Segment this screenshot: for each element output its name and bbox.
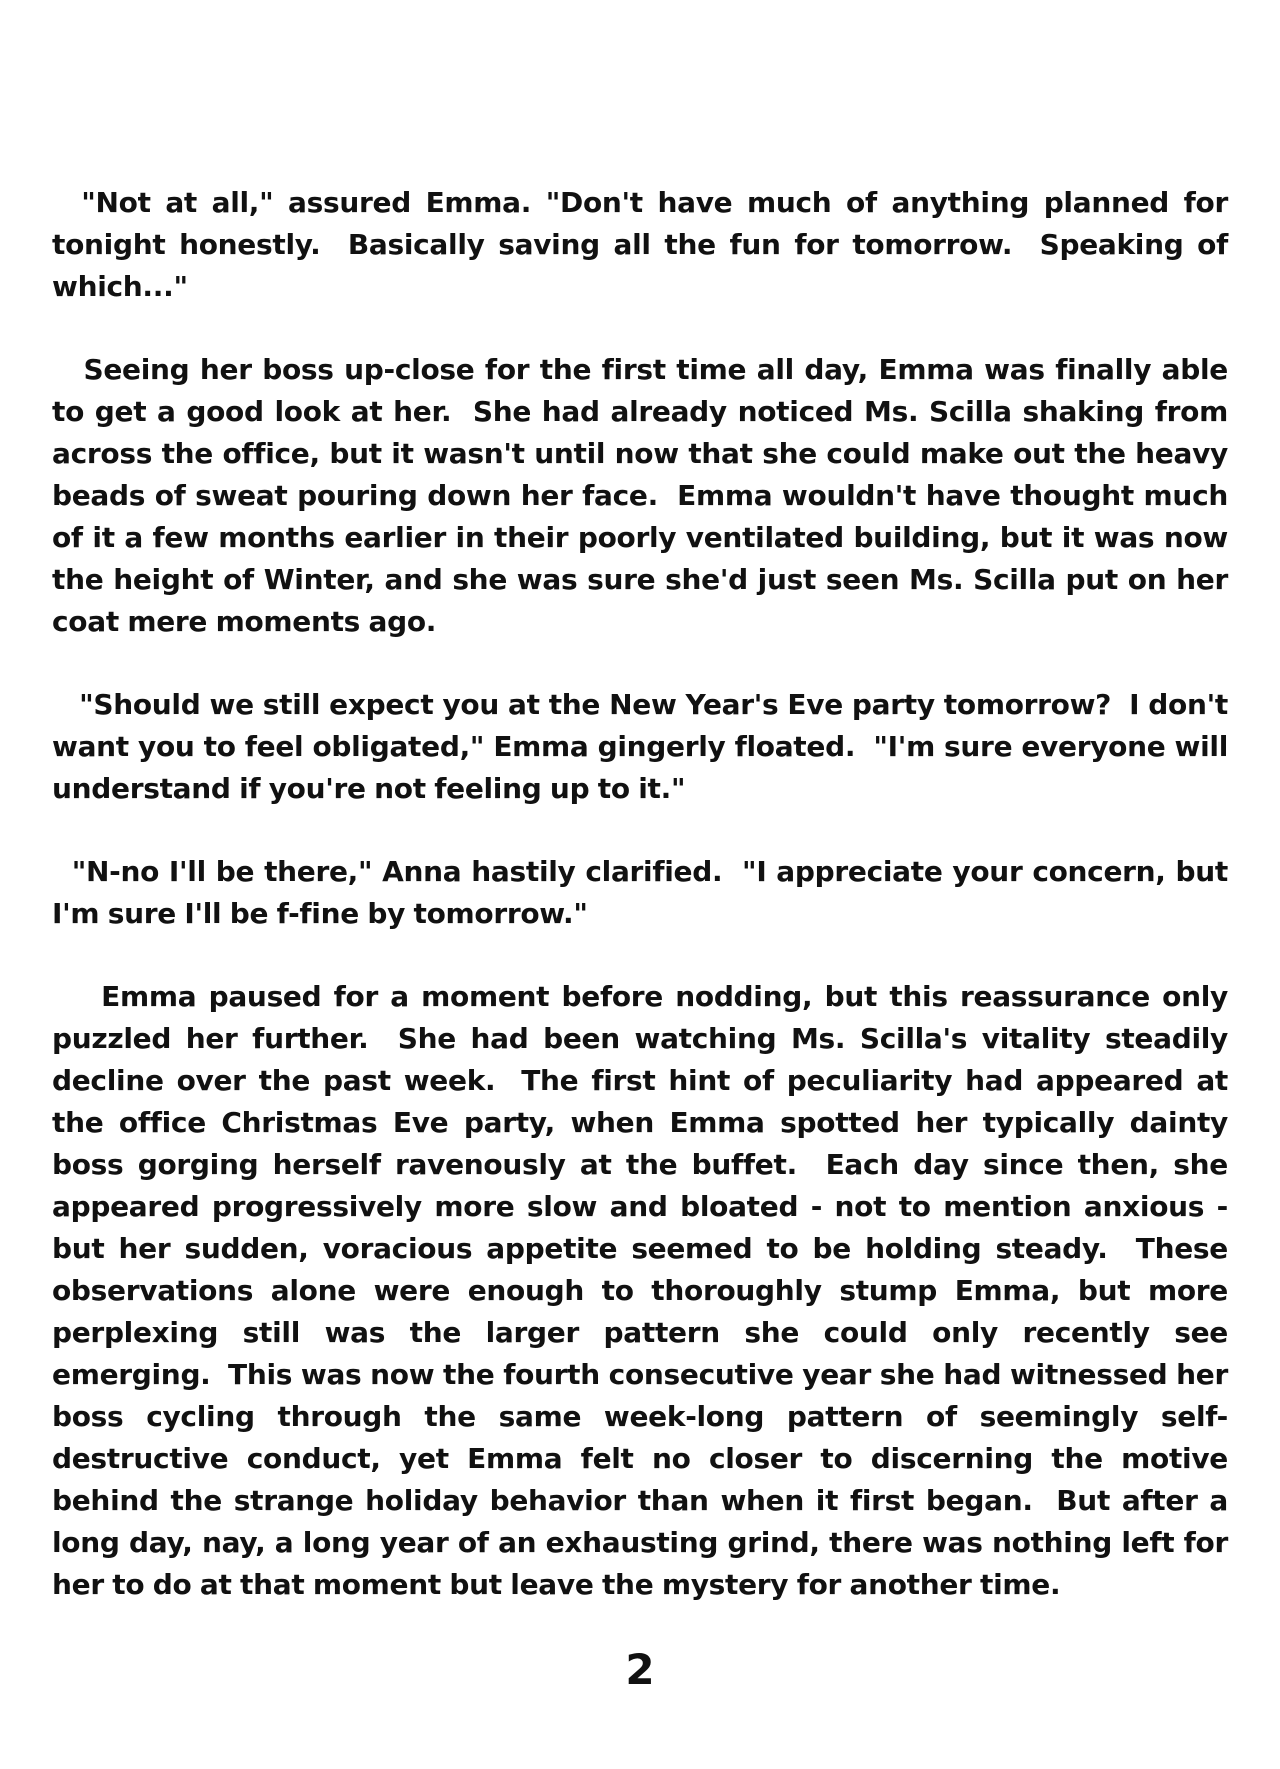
page-number: 2 bbox=[625, 1645, 655, 1694]
paragraph-1: "Not at all," assured Emma. "Don't have much of anything planned for tonight honestly. Basically saving all the fun for tomorrow. Speaking of which..." bbox=[52, 186, 1237, 303]
paragraph-5: Emma paused for a moment before nodding, but this reassurance only puzzled her further. She had been watching Ms. Scilla's vitality steadily decline over the past week. The first hint of peculiarity had appeared at the office Christmas Eve party, when Emma spotted her typically dainty boss gorging herself ravenously at the buffet. Each day since then, she appeared progressively more slow and bloated - not to mention anxious - but her sudden, voracious appetite seemed to be holding steady. These observations alone were enough to thoroughly stump Emma, but more perplexing still was the larger pattern she could only recently see emerging. This was now the fourth consecutive year she had witnessed her boss cycling through the same week-long pattern of seemingly self-destructive conduct, yet Emma felt no closer to discerning the motive behind the strange holiday behavior than when it first began. But after a long day, nay, a long year of an exhausting grind, there was nothing left for her to do at that moment but leave the mystery for another time. bbox=[52, 980, 1237, 1601]
page-body bbox=[52, 182, 1237, 1647]
paragraph-4: "N-no I'll be there," Anna hastily clarified. "I appreciate your concern, but I'm sure I'll be f-fine by tomorrow." bbox=[52, 855, 1237, 930]
paragraph-3: "Should we still expect you at the New Year's Eve party tomorrow? I don't want you to feel obligated," Emma gingerly floated. "I'm sure everyone will understand if you're not feeling up to it." bbox=[52, 688, 1237, 805]
paragraph-2: Seeing her boss up-close for the first time all day, Emma was finally able to get a good look at her. She had already noticed Ms. Scilla shaking from across the office, but it wasn't until now that she could make out the heavy beads of sweat pouring down her face. Emma wouldn't have thought much of it a few months earlier in their poorly ventilated building, but it was now the height of Winter, and she was sure she'd just seen Ms. Scilla put on her coat mere moments ago. bbox=[52, 353, 1237, 638]
